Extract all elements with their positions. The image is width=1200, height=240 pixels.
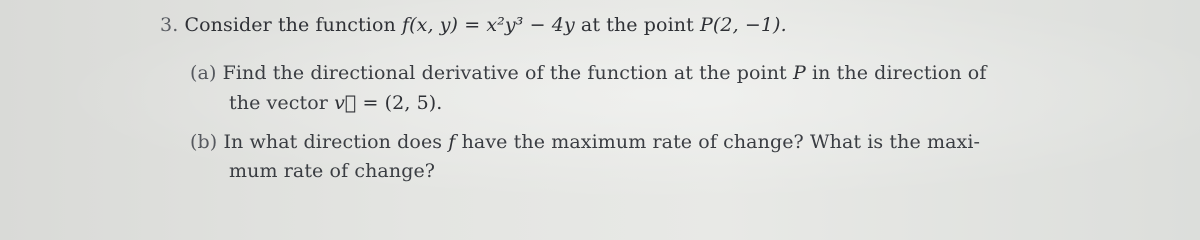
part-a-text-end: in the direction of	[811, 62, 987, 84]
part-a-line-1	[190, 62, 986, 84]
part-b-label: (b)	[190, 131, 218, 153]
part-a-label: (a)	[190, 62, 217, 84]
part-a-vector-value: = (2, 5).	[362, 92, 443, 114]
part-b-text-start: In what direction does	[223, 131, 443, 153]
part-b-f-symbol: f	[448, 131, 456, 153]
part-a-text: Find the directional derivative of the function at the point	[222, 62, 787, 84]
part-a-point-symbol: P	[792, 62, 806, 84]
problem-number: 3.	[160, 14, 179, 36]
part-a-line-2	[229, 92, 442, 114]
part-b-line-1	[190, 131, 980, 153]
part-b-text-line2: mum rate of change?	[229, 160, 436, 182]
problem-intro: Consider the function	[184, 14, 396, 36]
part-b-line-2	[229, 160, 435, 182]
problem-statement	[160, 14, 787, 36]
part-a-vector-prefix: the vector	[229, 92, 328, 114]
function-expression: f(x, y) = x²y³ − 4y	[401, 14, 575, 36]
part-b-text-end: have the maximum rate of change? What is the maxi-	[461, 131, 981, 153]
point-expression: P(2, −1).	[699, 14, 787, 36]
point-intro: at the point	[580, 14, 694, 36]
part-a-vector-symbol: v⃗	[334, 92, 357, 114]
